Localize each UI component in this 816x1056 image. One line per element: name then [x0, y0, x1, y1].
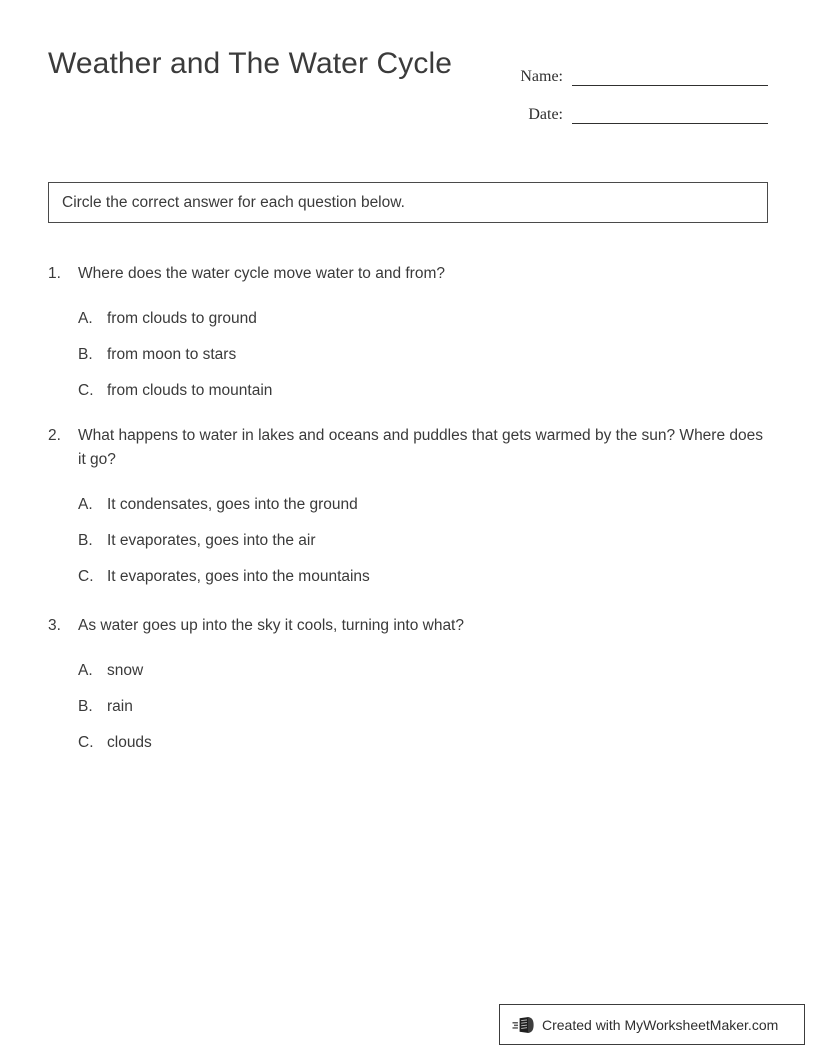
worksheet-maker-logo-icon [512, 1013, 536, 1037]
option-letter: A. [78, 496, 93, 513]
instruction-box [48, 182, 768, 223]
question-item [48, 614, 768, 754]
question-number: 3. [48, 617, 61, 634]
question-prompt-row [48, 614, 768, 638]
question-number: 2. [48, 427, 61, 444]
answer-option[interactable] [48, 696, 768, 718]
answer-option-list [48, 660, 768, 754]
answer-option[interactable] [48, 380, 768, 402]
worksheet-maker-badge-text: Created with MyWorksheetMaker.com [542, 1016, 779, 1033]
option-letter: B. [78, 346, 93, 363]
name-field-label: Name: [520, 68, 563, 85]
worksheet-maker-badge[interactable] [499, 1004, 805, 1045]
option-text: from clouds to ground [107, 310, 257, 327]
question-item [48, 424, 768, 588]
option-text: clouds [107, 734, 152, 751]
date-field-label: Date: [528, 106, 563, 123]
answer-option-list [48, 494, 768, 588]
answer-option[interactable] [48, 732, 768, 754]
name-date-fields [500, 48, 768, 124]
page-title: Weather and The Water Cycle [48, 47, 452, 80]
date-field-row [500, 86, 768, 124]
question-text: As water goes up into the sky it cools, turning into what? [78, 617, 464, 634]
option-letter: C. [78, 734, 94, 751]
question-prompt-row [48, 262, 768, 286]
answer-option[interactable] [48, 344, 768, 366]
instruction-text: Circle the correct answer for each question below. [62, 193, 405, 211]
option-text: snow [107, 662, 144, 679]
answer-option-list [48, 308, 768, 402]
name-field-writing-line[interactable] [572, 67, 768, 86]
option-letter: A. [78, 310, 93, 327]
answer-option[interactable] [48, 308, 768, 330]
option-text: It evaporates, goes into the air [107, 532, 316, 549]
question-prompt-row [48, 424, 768, 472]
answer-option[interactable] [48, 530, 768, 552]
worksheet-header [48, 44, 768, 140]
option-letter: A. [78, 662, 93, 679]
option-text: from clouds to mountain [107, 382, 273, 399]
option-letter: B. [78, 532, 93, 549]
answer-option[interactable] [48, 660, 768, 682]
question-text: What happens to water in lakes and oceans and puddles that gets warmed by the sun? Where does it go? [78, 427, 764, 468]
question-number: 1. [48, 265, 61, 282]
option-text: It evaporates, goes into the mountains [107, 568, 370, 585]
option-letter: C. [78, 382, 94, 399]
option-text: It condensates, goes into the ground [107, 496, 358, 513]
name-field-row [500, 48, 768, 86]
option-letter: C. [78, 568, 94, 585]
answer-option[interactable] [48, 566, 768, 588]
date-field-writing-line[interactable] [572, 105, 768, 124]
question-item [48, 262, 768, 402]
answer-option[interactable] [48, 494, 768, 516]
question-text: Where does the water cycle move water to and from? [78, 265, 445, 282]
option-text: from moon to stars [107, 346, 237, 363]
option-text: rain [107, 698, 133, 715]
option-letter: B. [78, 698, 93, 715]
question-list [48, 262, 768, 776]
